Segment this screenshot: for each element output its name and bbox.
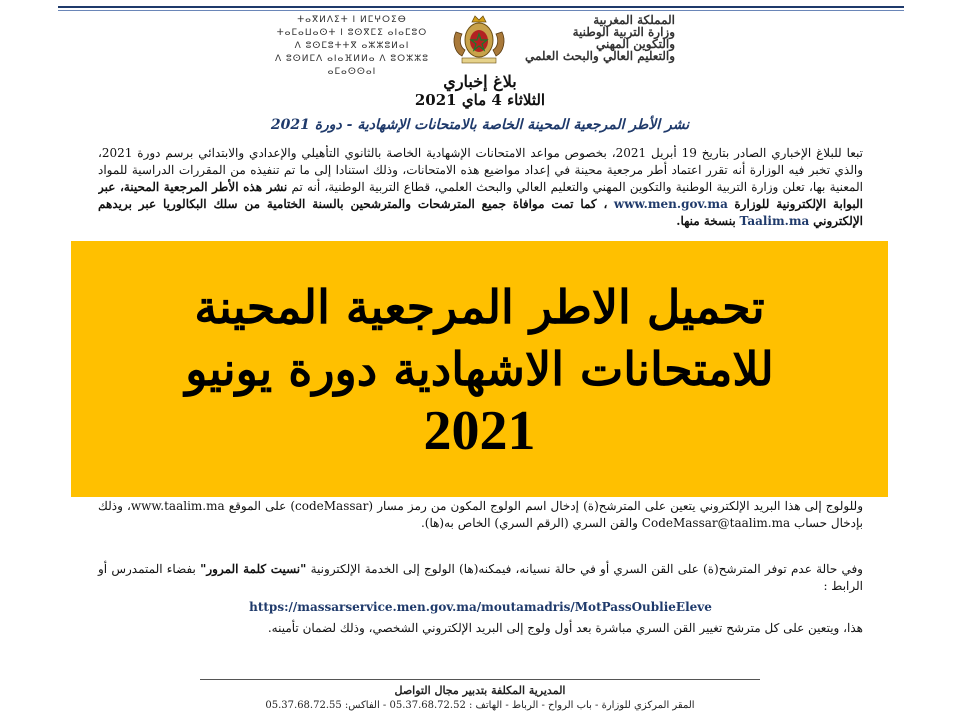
header-tifinagh-line: ⵜⴰⴳⵍⴷⵉⵜ ⵏ ⵍⵎⵖⵔⵉⴱ: [297, 15, 407, 25]
paragraph-bold: نشر هذه الأطر المرجعية المحينة، عبر البوابة الإلكترونية للوزارة: [98, 180, 863, 211]
header-arabic: [475, 14, 675, 62]
header-tifinagh: [262, 14, 442, 79]
paragraph-text: تبعا للبلاغ الإخباري الصادر بتاريخ 19 أبريل 2021، بخصوص مواعد الامتحانات الإشهادية الخاصة بالثانوي التأهيلي والإعدادي والابتدائي برسم دورة 2021، والذي تخبر فيه الوزارة أنه تقرر اعتماد أطر مرجعية محينة في إعداد مواضيع هذه الامتحانات، وذلك استنادا إلى ما تم تنفيذه من المقررات الدراسية للمواد المعنية بها، تعلن وزارة التربية الوطنية والتكوين المهني والتعليم العالي والبحث العلمي، قطاع التربية الوطنية، أنه تم: [98, 146, 863, 194]
banner-line: تحميل الاطر المرجعية المحينة: [194, 280, 765, 334]
header-tifinagh-line: ⵜⴰⵎⴰⵡⴰⵙⵜ ⵏ ⵓⵙⴳⵎⵉ ⴰⵏⴰⵎⵓⵔ: [276, 28, 428, 38]
ministry-link[interactable]: www.men.gov.ma: [613, 197, 728, 211]
header-arabic-line: المملكة المغربية: [593, 13, 675, 27]
header-tifinagh-line: ⴷ ⵓⵙⵍⵎⴷ ⴰⵏⴰⴼⵍⵍⴰ ⴷ ⵓⵔⵣⵣⵓ ⴰⵎⴰⵙⵙⴰⵏ: [275, 54, 429, 77]
document-subtitle: نشر الأطر المرجعية المحينة الخاصة بالامتحانات الإشهادية - دورة 2021: [270, 117, 690, 133]
header-arabic-line: والتكوين المهني: [596, 37, 675, 51]
taalim-link[interactable]: Taalim.ma: [739, 214, 810, 228]
paragraph-text: بفضاء المتمدرس أو الرابط :: [98, 562, 863, 593]
paragraph-access: [98, 498, 863, 532]
footer-divider: [200, 679, 760, 680]
banner-year: 2021: [423, 400, 536, 462]
document-title: [300, 72, 660, 110]
paragraph-text: وللولوج إلى هذا البريد الإلكتروني يتعين على المترشح(ة) إدخال اسم الولوج المكون من رمز مسار (codeMassar) على الموقع www.taalim.ma، وذلك بإدخال حساب CodeMassar@taalim.ma والقن السري (الرقم السري) الخاص به(ها).: [98, 499, 863, 530]
paragraph-bold: بنسخة منها.: [676, 214, 736, 228]
download-banner[interactable]: [71, 241, 888, 497]
paragraph-bold: "نسيت كلمة المرور": [200, 562, 307, 576]
paragraph-bold: ، كما تمت موافاة جميع المترشحات والمترشحين بالسنة الختامية من سلك البكالوريا عبر بريدهم الإلكتروني: [98, 197, 863, 228]
top-border: [58, 6, 904, 8]
paragraph-text: هذا، ويتعين على كل مترشح تغيير القن السري مباشرة بعد أول ولوج إلى البريد الإلكتروني الشخصي، وذلك لضمان تأمينه.: [267, 621, 863, 635]
paragraph-forgot-password: [98, 561, 863, 595]
header-arabic-line: وزارة التربية الوطنية: [572, 25, 675, 39]
paragraph-closing: [98, 620, 863, 637]
massar-service-link[interactable]: https://massarservice.men.gov.ma/moutamadris/MotPassOublieEleve: [249, 600, 712, 614]
header-arabic-line: والتعليم العالي والبحث العلمي: [524, 49, 675, 63]
header-tifinagh-line: ⴷ ⵓⵙⵎⵓⵜⵜⴳ ⴰⵣⵣⵓⵍⴰⵏ: [294, 41, 410, 51]
date-line: الثلاثاء 4 ماي 2021: [414, 91, 546, 109]
footer-directorate: المديرية المكلفة بتدبير مجال التواصل: [394, 684, 566, 697]
banner-line: للامتحانات الاشهادية دورة يونيو: [185, 342, 774, 396]
footer-address: المقر المركزي للوزارة - باب الرواح - الرباط - الهاتف : 05.37.68.72.52 - الفاكس: 05.37.68.72.55: [265, 700, 695, 711]
paragraph-intro: [98, 145, 863, 245]
paragraph-text: وفي حالة عدم توفر المترشح(ة) على القن السري أو في حالة نسيانه، فيمكنه(ها) الولوج إلى الخدمة الإلكترونية: [310, 562, 863, 576]
title-line: بلاغ إخباري: [443, 72, 517, 91]
